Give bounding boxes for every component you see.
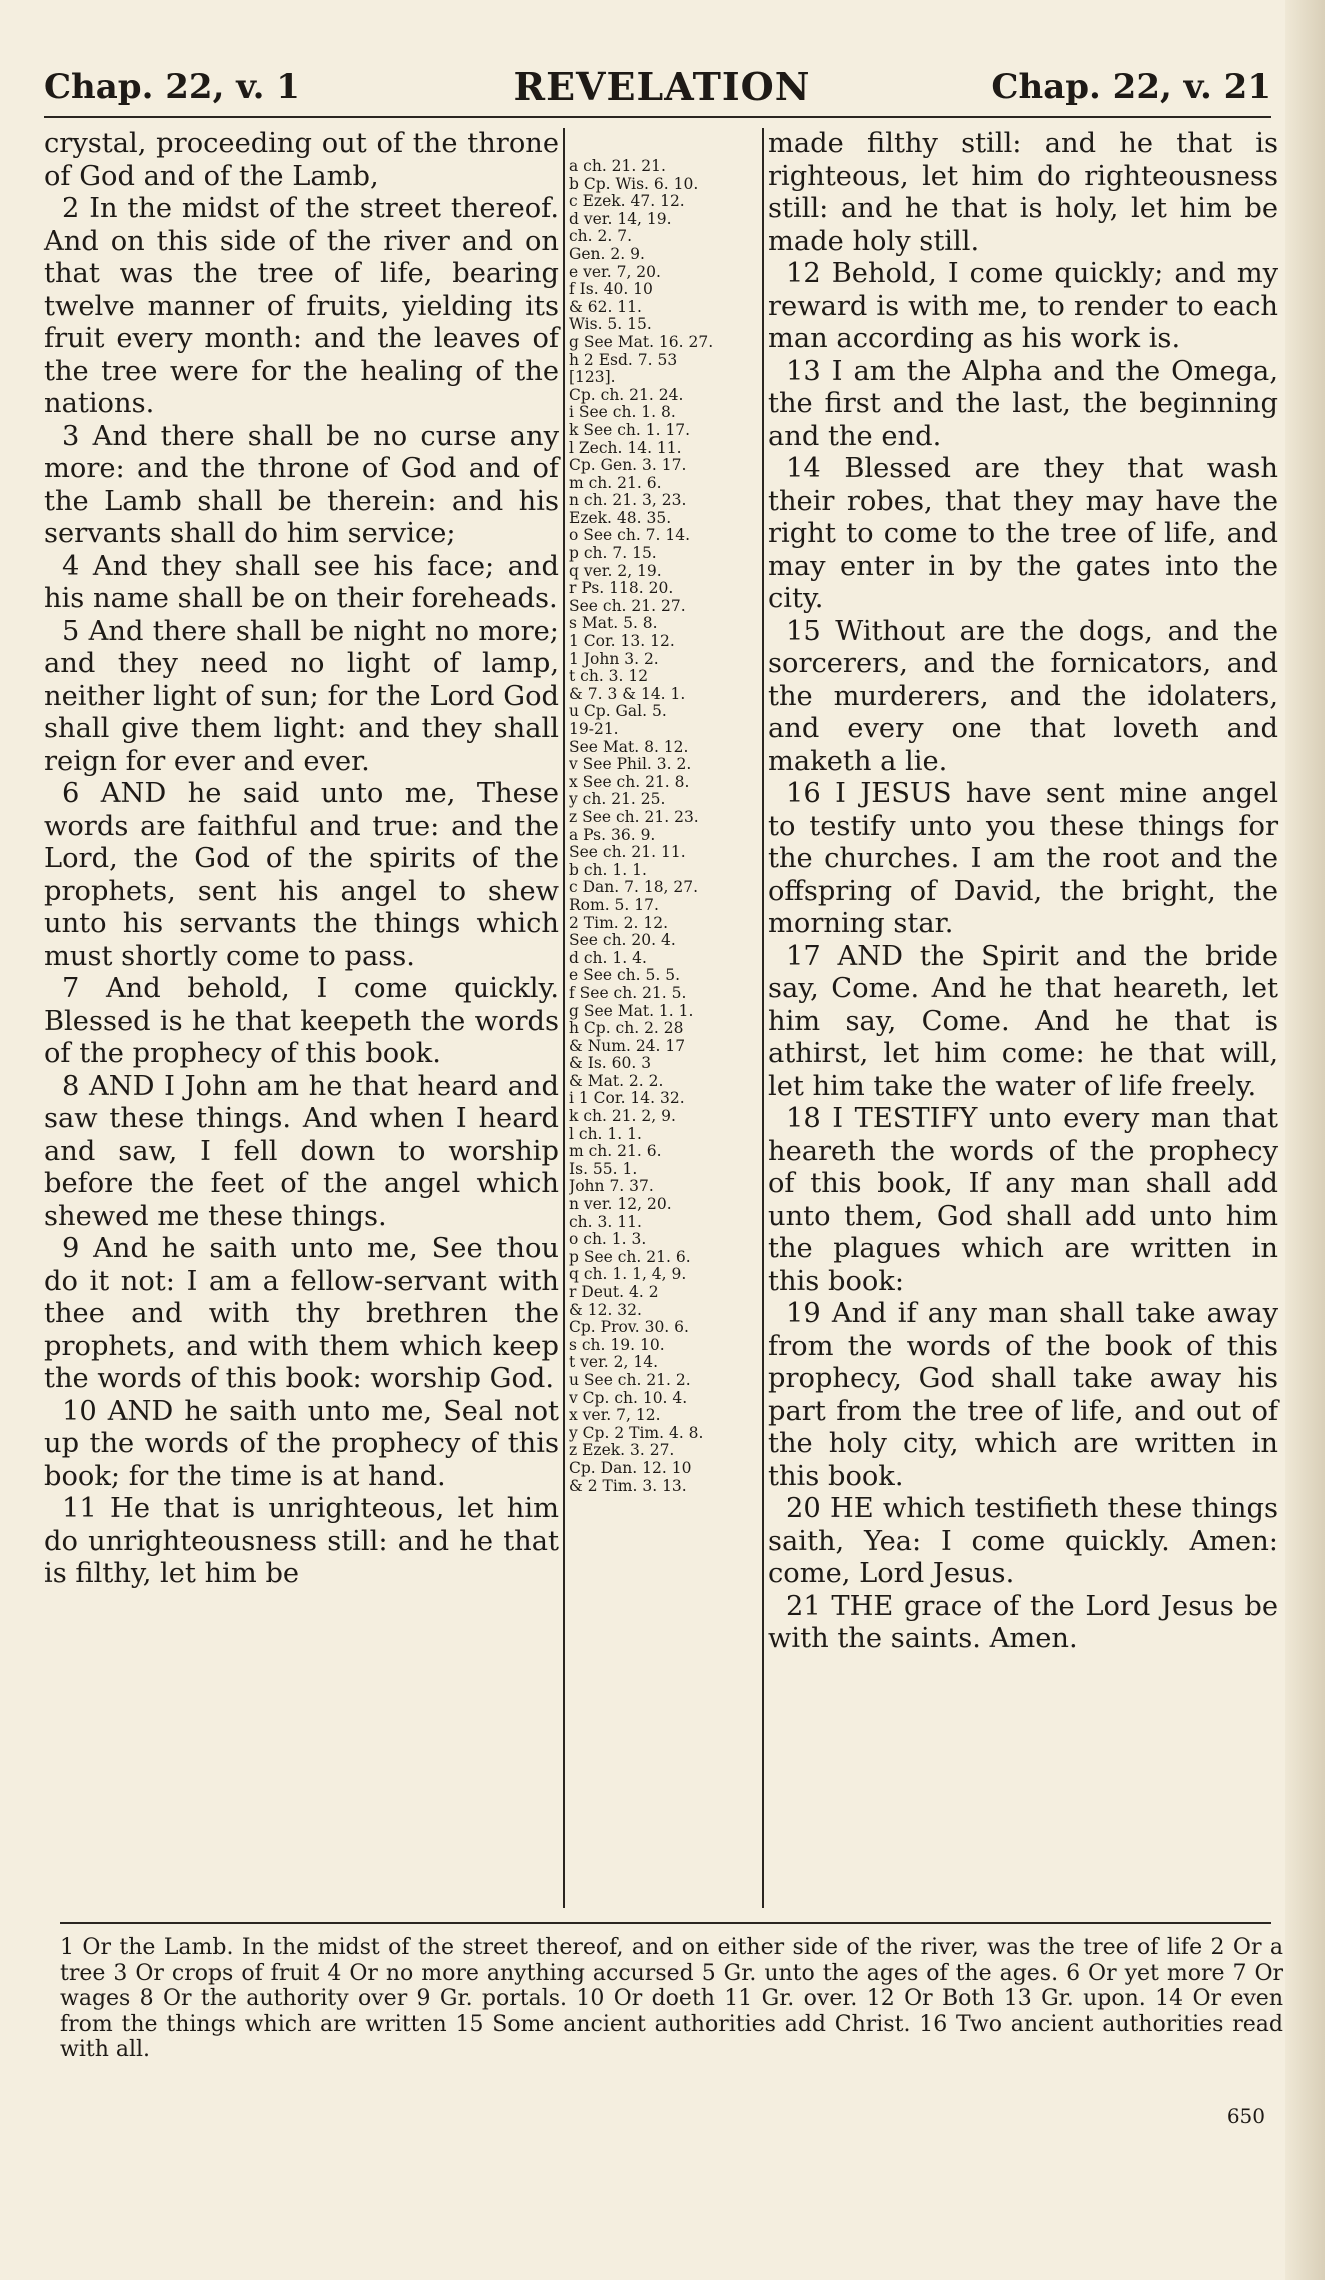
text-column-left [44,128,559,1591]
cross-reference-entry: s ch. 19. 10. [569,1336,665,1354]
cross-reference-entry: o ch. 1. 3. [569,1231,647,1249]
footnotes: 1 Or the Lamb. In the midst of the street thereof, and on either side of the river, was the tree of life 2 Or a tree 3 Or crops of fruit 4 Or no more anything accursed 5 Gr. unto the ages of the ages. 6 Or yet more 7 Or wages 8 Or the authority over 9 Gr. portals. 10 Or doeth 11 Gr. over. 12 Or Both 13 Gr. upon. 14 Or even from the things which are written 15 Some ancient authorities add Christ. 16 Two ancient authorities read with all. [60,1935,1283,2062]
cross-reference-entry: n ch. 21. 3, 23. [569,492,687,510]
cross-reference-entry: a ch. 21. 21. [569,158,666,175]
cross-reference-entry: Wis. 5. 15. [569,316,652,334]
cross-reference-entry: Cp. Gen. 3. 17. [569,457,687,475]
cross-reference-entry: & 2 Tim. 3. 13. [569,1477,687,1495]
cross-reference-entry: i 1 Cor. 14. 32. [569,1090,685,1108]
cross-reference-entry: x See ch. 21. 8. [569,773,690,791]
cross-reference-entry: z See ch. 21. 23. [569,808,699,826]
cross-reference-entry: t ver. 2, 14. [569,1354,659,1372]
cross-reference-entry: q ch. 1. 1, 4, 9. [569,1266,687,1284]
verse-15: 15 Without are the dogs, and the sorcerers, and the fornicators, and the murderers, and the idolaters, and every one that loveth and maketh a lie. [768,615,1278,777]
verse-9: 9 And he saith unto me, See thou do it not: I am a fellow-servant with thee and with thy brethren the prophets, and with them which keep the words of this book: worship God. [44,1233,559,1394]
cross-reference-entry: Cp. ch. 21. 24. [569,386,684,404]
header-rule [44,116,1271,118]
cross-reference-entry: 1 John 3. 2. [569,650,659,668]
cross-reference-entry: 1 Cor. 13. 12. [569,633,675,651]
cross-reference-entry: n ver. 12, 20. [569,1196,672,1214]
cross-reference-entry: c Dan. 7. 18, 27. [569,879,699,897]
cross-reference-entry: Gen. 2. 9. [569,245,645,263]
cross-reference-entry: & Num. 24. 17 [569,1037,686,1055]
cross-reference-entry: d ver. 14, 19. [569,210,672,228]
cross-reference-entry: s Mat. 5. 8. [569,615,658,633]
page-number: 650 [1226,2104,1265,2128]
verse-16: 16 I JESUS have sent mine angel to testify unto you these things for the churches. I am the root and the offspring of David, the bright, the morning star. [768,778,1278,939]
footnote-rule [60,1922,1271,1924]
cross-reference-entry: v See Phil. 3. 2. [569,756,692,774]
cross-reference-entry: h 2 Esd. 7. 53 [569,351,678,369]
cross-reference-entry: Ezek. 48. 35. [569,509,672,527]
cross-reference-entry: t ch. 3. 12 [569,668,649,686]
cross-reference-entry: Cp. Prov. 30. 6. [569,1319,689,1337]
cross-reference-entry: i See ch. 1. 8. [569,404,676,422]
cross-reference-entry: k ch. 21. 2, 9. [569,1108,676,1126]
cross-reference-entry: m ch. 21. 6. [569,1143,662,1161]
cross-reference-entry: c Ezek. 47. 12. [569,193,685,211]
verse-17: 17 AND the Spirit and the bride say, Come. And he that heareth, let him say, Come. And he that is athirst, let him come: he that will, let him take the water of life freely. [768,940,1278,1102]
cross-reference-entry: h Cp. ch. 2. 28 [569,1020,684,1038]
cross-reference-entry: p ch. 7. 15. [569,545,657,563]
verse-6: 6 AND he said unto me, These words are faithful and true: and the Lord, the God of the spirits of the prophets, sent his angel to shew unto his servants the things which must shortly come to pass. [44,778,559,972]
cross-reference-entry: e ver. 7, 20. [569,263,661,281]
cross-reference-entry: & 62. 11. [569,298,642,316]
cross-reference-entry: & 12. 32. [569,1301,642,1319]
cross-reference-entry: o See ch. 7. 14. [569,527,691,545]
verse-12: 12 Behold, I come quickly; and my reward is with me, to render to each man according as his work is. [768,258,1278,354]
cross-reference-entry: v Cp. ch. 10. 4. [569,1389,688,1407]
cross-reference-entry: r Deut. 4. 2 [569,1284,659,1301]
cross-reference-entry: y ch. 21. 25. [569,791,666,809]
cross-reference-entry: ch. 2. 7. [569,228,633,246]
cross-reference-entry: & Mat. 2. 2. [569,1072,664,1090]
running-head-left: Chap. 22, v. 1 [44,67,300,107]
cross-reference-entry: b ch. 1. 1. [569,861,647,879]
cross-reference-entry: Rom. 5. 17. [569,896,659,914]
cross-reference-entry: u Cp. Gal. 5. [569,703,667,721]
cross-reference-entry: f See ch. 21. 5. [569,984,687,1002]
cross-reference-entry: y Cp. 2 Tim. 4. 8. [569,1424,704,1442]
cross-reference-entry: See Mat. 8. 12. [569,738,689,756]
cross-reference-entry: [123]. [569,369,616,387]
cross-reference-entry: e See ch. 5. 5. [569,967,681,985]
verse-5: 5 And there shall be night no more; and they need no light of lamp, neither light of sun; for the Lord God shall give them light: and they shall reign for ever and ever. [44,615,559,777]
verse-2: 2 In the midst of the street thereof. And on this side of the river and on that was the tree of life, bearing twelve manner of fruits, yielding its fruit every month: and the leaves of the tree were for the healing of the nations. [44,193,559,419]
cross-reference-entry: b Cp. Wis. 6. 10. [569,175,699,193]
cross-reference-entry: See ch. 21. 11. [569,844,686,862]
cross-reference-entry: & Is. 60. 3 [569,1055,652,1073]
verse-4: 4 And they shall see his face; and his name shall be on their foreheads. [44,550,559,614]
cross-reference-entry: l Zech. 14. 11. [569,439,682,457]
cross-reference-entry: 2 Tim. 2. 12. [569,914,669,932]
verse-19: 19 And if any man shall take away from the words of the book of this prophecy, God shall take away his part from the tree of life, and out of the holy city, which are written in this book. [768,1298,1278,1492]
cross-reference-entry: z Ezek. 3. 27. [569,1442,675,1460]
verse-11-continuation: made filthy still: and he that is righteous, let him do righteousness still: and he that is holy, let him be made holy still. [768,128,1278,257]
running-head-right: Chap. 22, v. 21 [991,67,1271,107]
cross-reference-entry: John 7. 37. [569,1178,654,1196]
column-divider-left [563,128,565,1908]
cross-reference-entry: Is. 55. 1. [569,1160,638,1178]
cross-reference-entry: k See ch. 1. 17. [569,421,691,439]
cross-reference-entry: r Ps. 118. 20. [569,580,674,598]
verse-14: 14 Blessed are they that wash their robes, that they may have the right to come to the tree of life, and may enter in by the gates into the city. [768,453,1278,614]
cross-reference-entry: See ch. 21. 27. [569,597,686,615]
cross-reference-entry: m ch. 21. 6. [569,474,662,492]
cross-reference-entry: See ch. 20. 4. [569,932,676,950]
cross-reference-entry: 19-21. [569,721,619,738]
page-gutter-shadow [1285,0,1325,2280]
cross-reference-entry: & 7. 3 & 14. 1. [569,685,686,703]
cross-reference-entry: ch. 3. 11. [569,1213,642,1231]
verse-1-continuation: crystal, proceeding out of the throne of God and of the Lamb, [44,128,559,192]
cross-reference-entry: x ver. 7, 12. [569,1407,661,1425]
verse-18: 18 I TESTIFY unto every man that heareth the words of the prophecy of this book, If any man shall add unto them, God shall add unto him the plagues which are written in this book: [768,1103,1278,1297]
cross-reference-entry: d ch. 1. 4. [569,949,647,967]
verse-11: 11 He that is unrighteous, let him do unrighteousness still: and he that is filthy, let him be [44,1493,559,1589]
cross-reference-entry: a Ps. 36. 9. [569,826,656,844]
running-head-book-title: REVELATION [513,64,811,109]
cross-reference-entry: Cp. Dan. 12. 10 [569,1459,692,1477]
verse-13: 13 I am the Alpha and the Omega, the first and the last, the beginning and the end. [768,355,1278,452]
verse-7: 7 And behold, I come quickly. Blessed is he that keepeth the words of the prophecy of this book. [44,973,559,1069]
verse-8: 8 AND I John am he that heard and saw these things. And when I heard and saw, I fell down to worship before the feet of the angel which shewed me these things. [44,1070,559,1232]
column-divider-right [762,128,764,1908]
cross-reference-entry: l ch. 1. 1. [569,1125,642,1143]
cross-reference-entry: q ver. 2, 19. [569,562,662,580]
cross-reference-column [569,158,757,1495]
cross-reference-entry: g See Mat. 1. 1. [569,1002,694,1020]
cross-reference-entry: u See ch. 21. 2. [569,1371,691,1389]
verse-21: 21 THE grace of the Lord Jesus be with the saints. Amen. [768,1590,1278,1654]
verse-3: 3 And there shall be no curse any more: and the throne of God and of the Lamb shall be therein: and his servants shall do him service; [44,420,559,549]
text-column-right [768,128,1278,1656]
cross-reference-entry: g See Mat. 16. 27. [569,333,714,351]
verse-20: 20 HE which testifieth these things saith, Yea: I come quickly. Amen: come, Lord Jesus. [768,1493,1278,1589]
cross-reference-entry: p See ch. 21. 6. [569,1248,691,1266]
verse-10: 10 AND he saith unto me, Seal not up the words of the prophecy of this book; for the time is at hand. [44,1395,559,1492]
cross-reference-entry: f Is. 40. 10 [569,281,653,299]
